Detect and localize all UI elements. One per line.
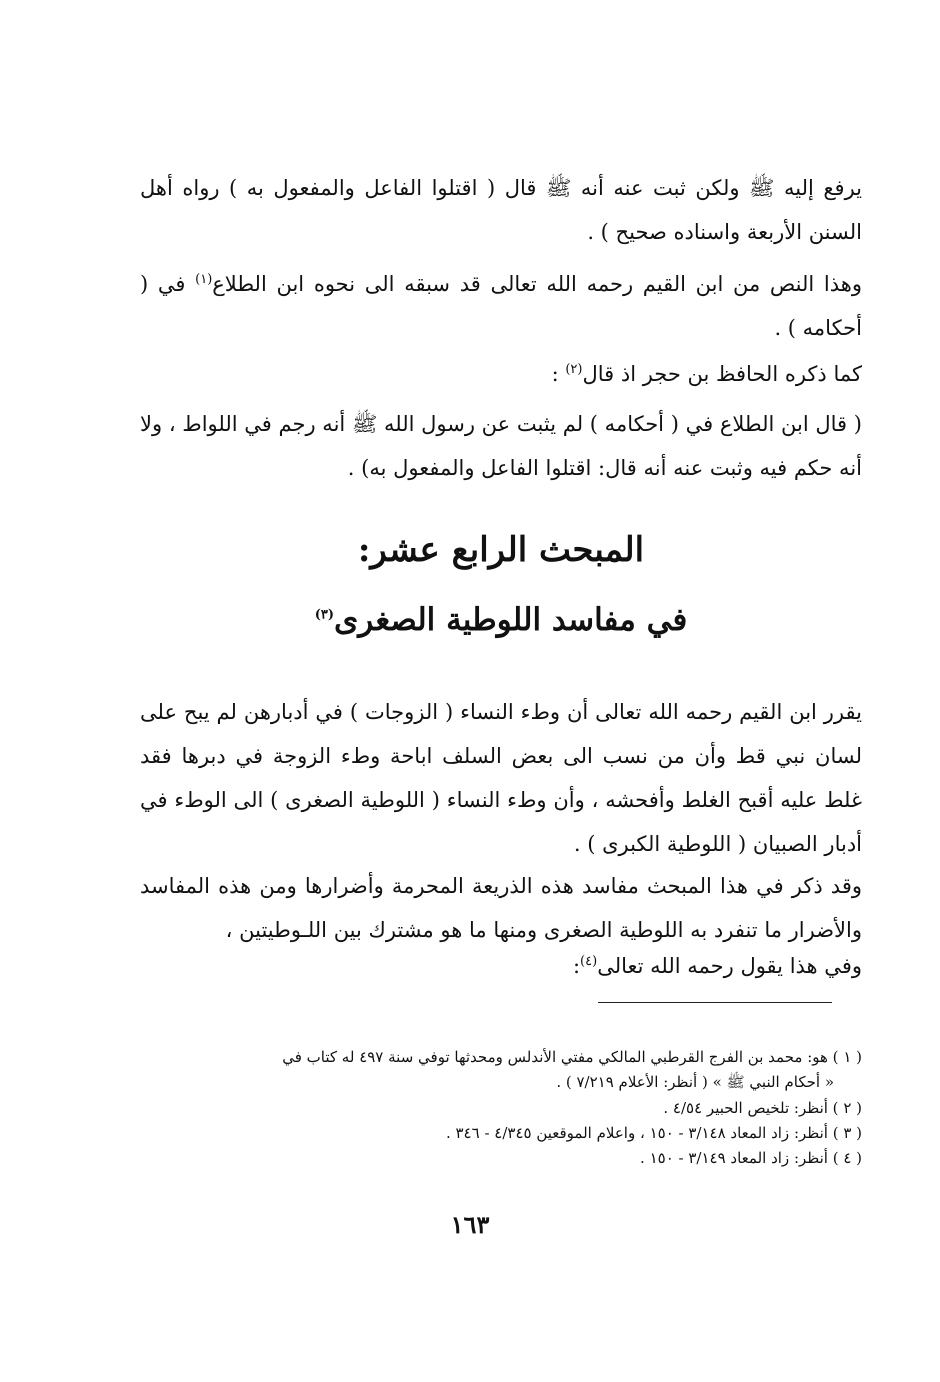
section-title: المبحث الرابع عشر: <box>357 530 645 570</box>
paragraph-3-tail: : <box>551 362 566 386</box>
paragraph-5-text: يقرر ابن القيم رحمه الله تعالى أن وطء النساء ( الزوجات ) في أدبارهن لم يبح على لسان نبي قط وأن من نسب الى بعض السلف اباحة وطء الزوجة في دبرها فقد غلط عليه أقبح الغلط وأفحشه ، وأن وطء النساء ( اللوطية الصغرى ) الى الوطء في أدبار الصبيان ( اللوطية الكبرى ) . <box>140 700 862 856</box>
paragraph-2-tail: في ( أحكامه ) . <box>140 272 862 340</box>
footnotes <box>140 1046 862 1172</box>
footnote-4: ( ٤ ) أنظر: زاد المعاد ٣/١٤٩ - ١٥٠ . <box>640 1149 862 1167</box>
paragraph-5 <box>140 690 862 866</box>
footnote-2: ( ٢ ) أنظر: تلخيص الحبير ٤/٥٤ . <box>663 1099 862 1117</box>
paragraph-1-text: يرفع إليه ﷺ ولكن ثبت عنه أنه ﷺ قال ( اقتلوا الفاعل والمفعول به ) رواه أهل السنن الأربعة واسناده صحيح ) . <box>140 176 862 244</box>
paragraph-6 <box>140 864 862 952</box>
paragraph-3-text: كما ذكره الحافظ بن حجر اذ قال <box>582 362 862 386</box>
footnote-3: ( ٣ ) أنظر: زاد المعاد ٣/١٤٨ - ١٥٠ ، واعلام الموقعين ٤/٣٤٥ - ٣٤٦ . <box>445 1124 862 1142</box>
paragraph-3 <box>140 352 862 396</box>
paragraph-7-tail: : <box>572 954 581 978</box>
paragraph-4 <box>140 402 862 490</box>
footnote-ref-4: (٤) <box>580 954 598 969</box>
paragraph-2 <box>140 262 862 350</box>
footnote-1: ( ١ ) هو: محمد بن الفرج القرطبي المالكي مفتي الأندلس ومحدثها توفي سنة ٤٩٧ له كتاب في <box>282 1048 862 1066</box>
paragraph-2-text: وهذا النص من ابن القيم رحمه الله تعالى قد سبقه الى نحوه ابن الطلاع <box>212 272 862 296</box>
footnote-divider <box>598 1002 832 1003</box>
paragraph-7-text: وفي هذا يقول رحمه الله تعالى <box>597 954 862 978</box>
footnote-ref-3: (٣) <box>314 607 335 623</box>
footnote-1-continuation: « أحكام النبي ﷺ » ( أنظر: الأعلام ٧/٢١٩ ) . <box>556 1073 834 1091</box>
paragraph-6-text: وقد ذكر في هذا المبحث مفاسد هذه الذريعة المحرمة وأضرارها ومن هذه المفاسد والأضرار ما تنفرد به اللوطية الصغرى ومنها ما هو مشترك بين اللـوطيتين ، <box>140 874 862 942</box>
page-number: ١٦٣ <box>450 1210 490 1239</box>
section-subtitle <box>140 592 862 648</box>
paragraph-7 <box>140 944 862 988</box>
footnote-ref-1: (١) <box>195 272 213 287</box>
paragraph-1 <box>140 166 862 254</box>
footnote-ref-2: (٢) <box>565 362 583 377</box>
paragraph-4-text: ( قال ابن الطلاع في ( أحكامه ) لم يثبت عن رسول الله ﷺ أنه رجم في اللواط ، ولا أنه حكم فيه وثبت عنه أنه قال: اقتلوا الفاعل والمفعول به) . <box>140 412 862 480</box>
section-subtitle-text: في مفاسد اللوطية الصغرى <box>334 602 688 638</box>
